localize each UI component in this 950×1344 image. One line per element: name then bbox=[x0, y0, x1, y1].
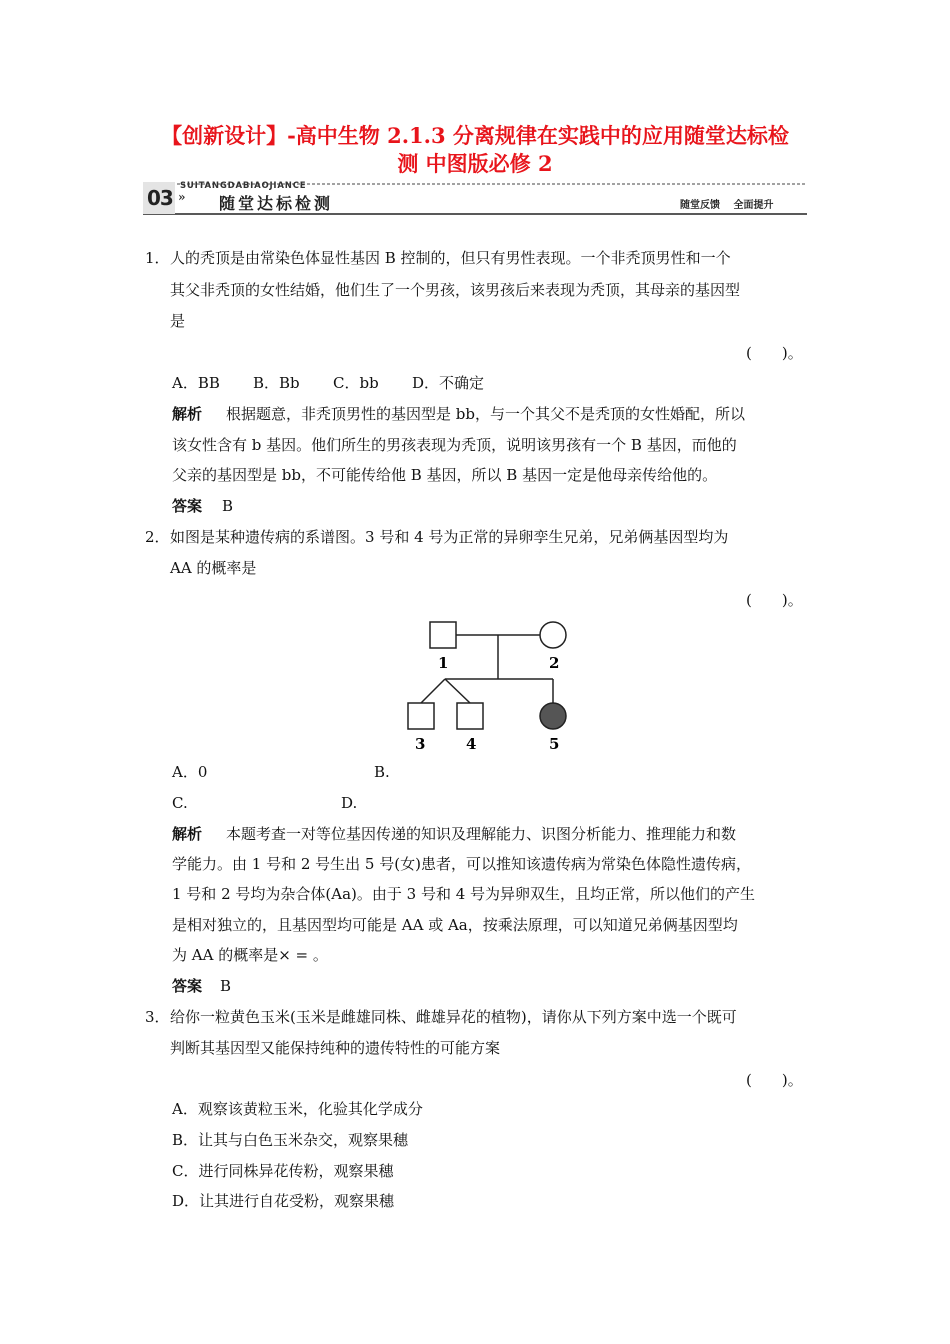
pedigree-label-2: 2 bbox=[549, 654, 560, 672]
pedigree-individual-2 bbox=[540, 622, 566, 648]
q1-option-d: D．不确定 bbox=[412, 374, 485, 392]
q1-answer: B bbox=[222, 497, 234, 515]
q2-answer-label: 答案 bbox=[172, 977, 203, 995]
chevron-right-icon: » bbox=[178, 190, 186, 204]
q2-answer: B bbox=[220, 977, 232, 995]
q3-option-b: B．让其与白色玉米杂交，观察果穗 bbox=[172, 1131, 409, 1149]
q1-answer-paren: ( )。 bbox=[746, 344, 803, 362]
title-line-2: 测 中图版必修 2 bbox=[397, 151, 553, 176]
pedigree-label-3: 3 bbox=[415, 735, 426, 753]
pedigree-individual-1 bbox=[430, 622, 456, 648]
banner-right-2: 全面提升 bbox=[733, 200, 774, 211]
q2-analysis-line-2: 学能力。由 1 号和 2 号生出 5 号(女)患者，可以推知该遗传病为常染色体隐性遗传病， bbox=[172, 855, 751, 873]
q1-analysis-line-1: 根据题意，非秃顶男性的基因型是 bb，与一个其父不是秃顶的女性婚配，所以 bbox=[226, 405, 745, 423]
q2-analysis-label: 解析 bbox=[172, 825, 203, 843]
pedigree-twin-line-4 bbox=[445, 679, 470, 703]
pedigree-individual-4 bbox=[457, 703, 483, 729]
q2-answer-paren: ( )。 bbox=[746, 591, 803, 609]
q3-line-1: 给你一粒黄色玉米(玉米是雌雄同株、雌雄异花的植物)，请你从下列方案中选一个既可 bbox=[170, 1008, 737, 1026]
q1-option-a: A．BB bbox=[172, 374, 220, 392]
q3-option-a: A．观察该黄粒玉米，化验其化学成分 bbox=[172, 1100, 423, 1118]
banner-subtitle: SUITANGDABIAOJIANCE bbox=[180, 181, 307, 191]
q1-analysis-line-3: 父亲的基因型是 bb，不可能传给他 B 基因，所以 B 基因一定是他母亲传给他的。 bbox=[172, 466, 718, 484]
q1-number: 1． bbox=[145, 249, 170, 267]
q2-number: 2． bbox=[145, 528, 170, 546]
banner-number: 03 bbox=[147, 186, 173, 210]
banner-right-text bbox=[680, 196, 783, 211]
q2-option-c: C. bbox=[172, 794, 188, 812]
pedigree-individual-5 bbox=[540, 703, 566, 729]
banner-title: 随堂达标检测 bbox=[219, 194, 334, 213]
q2-line-1: 如图是某种遗传病的系谱图。3 号和 4 号为正常的异卵孪生兄弟，兄弟俩基因型均为 bbox=[170, 528, 729, 546]
pedigree-diagram bbox=[400, 615, 590, 755]
q2-analysis-line-1: 本题考查一对等位基因传递的知识及理解能力、识图分析能力、推理能力和数 bbox=[226, 825, 737, 843]
q1-line-1: 人的秃顶是由常染色体显性基因 B 控制的，但只有男性表现。一个非秃顶男性和一个 bbox=[170, 249, 731, 267]
q1-option-c: C．bb bbox=[333, 374, 379, 392]
q1-line-2: 其父非秃顶的女性结婚，他们生了一个男孩，该男孩后来表现为秃顶，其母亲的基因型 bbox=[170, 281, 741, 299]
page-title bbox=[130, 122, 820, 178]
q2-analysis-line-5: 为 AA 的概率是× = 。 bbox=[172, 946, 328, 964]
q2-option-a: A．0 bbox=[172, 763, 208, 781]
pedigree-individual-3 bbox=[408, 703, 434, 729]
q1-analysis-line-2: 该女性含有 b 基因。他们所生的男孩表现为秃顶，说明该男孩有一个 B 基因，而他的 bbox=[172, 436, 737, 454]
q3-line-2: 判断其基因型又能保持纯种的遗传特性的可能方案 bbox=[170, 1039, 501, 1057]
banner-right-1: 随堂反馈 bbox=[680, 200, 720, 211]
q2-option-b: B. bbox=[374, 763, 390, 781]
pedigree-label-1: 1 bbox=[438, 654, 449, 672]
q1-answer-label: 答案 bbox=[172, 497, 203, 515]
q3-option-c: C．进行同株异花传粉，观察果穗 bbox=[172, 1162, 394, 1180]
q3-number: 3． bbox=[145, 1008, 170, 1026]
q1-option-b: B．Bb bbox=[253, 374, 300, 392]
q2-option-d: D. bbox=[341, 794, 358, 812]
title-line-1: 【创新设计】-高中生物 2.1.3 分离规律在实践中的应用随堂达标检 bbox=[161, 123, 789, 148]
pedigree-twin-line-3 bbox=[421, 679, 445, 703]
pedigree-label-4: 4 bbox=[466, 735, 477, 753]
q1-analysis-label: 解析 bbox=[172, 405, 203, 423]
pedigree-label-5: 5 bbox=[549, 735, 560, 753]
q1-line-3: 是 bbox=[170, 312, 186, 330]
q3-answer-paren: ( )。 bbox=[746, 1071, 803, 1089]
q2-analysis-line-4: 是相对独立的，且基因型均可能是 AA 或 Aa，按乘法原理，可以知道兄弟俩基因型均 bbox=[172, 916, 738, 934]
q2-line-2: AA 的概率是 bbox=[170, 559, 257, 577]
q2-analysis-line-3: 1 号和 2 号均为杂合体(Aa)。由于 3 号和 4 号为异卵双生，且均正常，所以他们的产生 bbox=[172, 885, 756, 903]
q3-option-d: D．让其进行自花受粉，观察果穗 bbox=[172, 1192, 395, 1210]
